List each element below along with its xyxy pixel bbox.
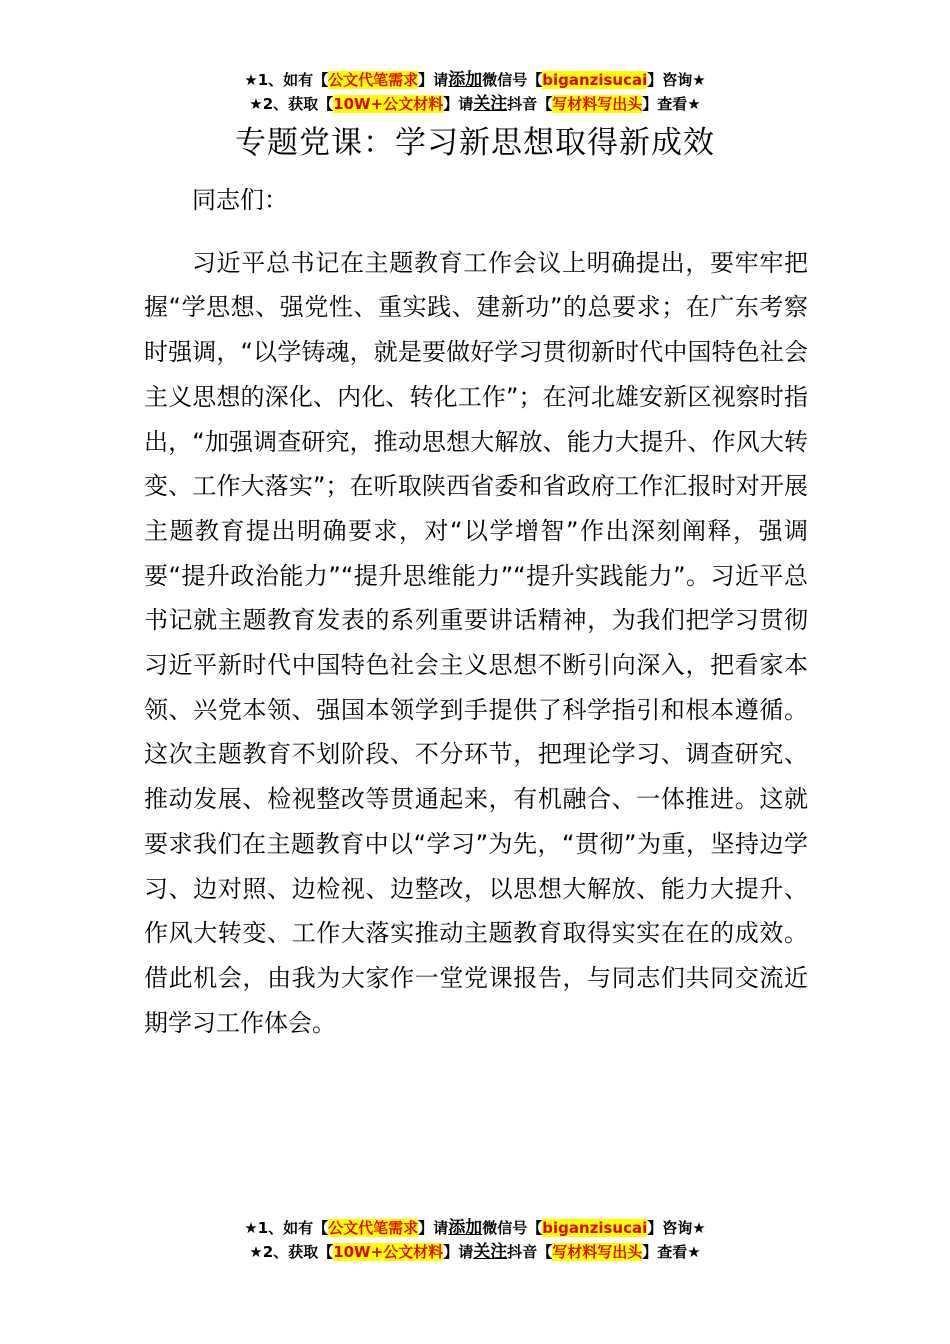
- banner-line-1: ★1、如有【公文代笔需求】请添加微信号【biganzisucai】咨询★: [244, 1218, 706, 1238]
- highlight-materials: 10W+公文材料: [333, 95, 444, 113]
- bottom-banner: [0, 1216, 950, 1264]
- star-icon: ★: [244, 71, 258, 89]
- document-body: [144, 178, 808, 1045]
- star-icon: ★: [692, 71, 706, 89]
- star-icon: ★: [687, 1243, 701, 1261]
- star-icon: ★: [249, 1243, 263, 1261]
- highlight-wechat-id: biganzisucai: [542, 1219, 648, 1237]
- banner-line-2: ★2、获取【10W+公文材料】请关注抖音【写材料写出头】查看★: [249, 94, 701, 114]
- highlight-wechat-id: biganzisucai: [542, 71, 648, 89]
- star-icon: ★: [692, 1219, 706, 1237]
- underlined-follow: 关注: [473, 1242, 508, 1262]
- highlight-service: 公文代笔需求: [328, 71, 419, 89]
- star-icon: ★: [244, 1219, 258, 1237]
- highlight-douyin-id: 写材料写出头: [552, 1243, 643, 1261]
- banner-line-2: ★2、获取【10W+公文材料】请关注抖音【写材料写出头】查看★: [249, 1242, 701, 1262]
- highlight-douyin-id: 写材料写出头: [552, 95, 643, 113]
- star-icon: ★: [687, 95, 701, 113]
- highlight-materials: 10W+公文材料: [333, 1243, 444, 1261]
- banner-line-1: ★1、如有【公文代笔需求】请添加微信号【biganzisucai】咨询★: [244, 70, 706, 90]
- underlined-add: 添加: [448, 70, 483, 90]
- greeting: 同志们：: [192, 186, 288, 214]
- underlined-follow: 关注: [473, 94, 508, 114]
- paragraph: 习近平总书记在主题教育工作会议上明确提出，要牢牢把握“学思想、强党性、重实践、建新功”的总要求；在广东考察时强调，“以学铸魂，就是要做好学习贯彻新时代中国特色社会主义思想的深化、内化、转化工作”；在河北雄安新区视察时指出，“加强调查研究，推动思想大解放、能力大提升、作风大转变、工作大落实”；在听取陕西省委和省政府工作汇报时对开展主题教育提出明确要求，对“以学增智”作出深刻阐释，强调要“提升政治能力”“提升思维能力”“提升实践能力”。习近平总书记就主题教育发表的系列重要讲话精神，为我们把学习贯彻习近平新时代中国特色社会主义思想不断引向深入，把看家本领、兴党本领、强国本领学到手提供了科学指引和根本遵循。这次主题教育不划阶段、不分环节，把理论学习、调查研究、推动发展、检视整改等贯通起来，有机融合、一体推进。这就要求我们在主题教育中以“学习”为先，“贯彻”为重，坚持边学习、边对照、边检视、边整改，以思想大解放、能力大提升、作风大转变、工作大落实推动主题教育取得实实在在的成效。借此机会，由我为大家作一堂党课报告，与同志们共同交流近期学习工作体会。: [144, 248, 808, 1037]
- highlight-service: 公文代笔需求: [328, 1219, 419, 1237]
- document-title: 专题党课：学习新思想取得新成效: [235, 125, 715, 161]
- top-banner: [0, 68, 950, 116]
- underlined-add: 添加: [448, 1218, 483, 1238]
- star-icon: ★: [249, 95, 263, 113]
